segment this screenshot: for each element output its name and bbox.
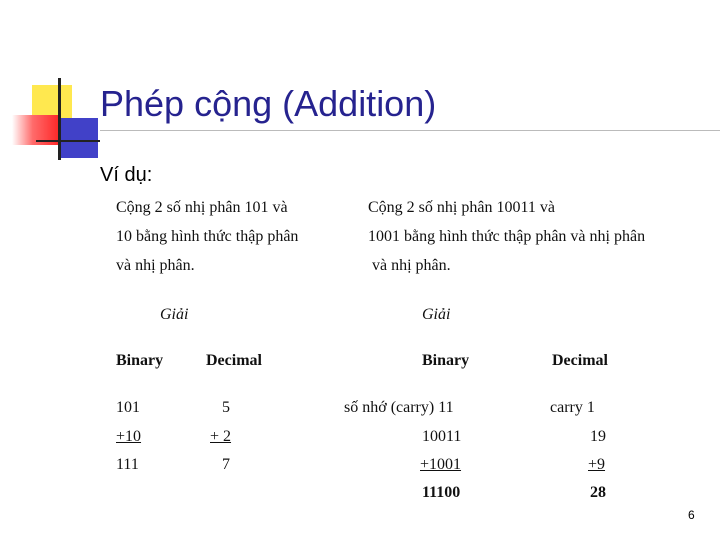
title-divider: [100, 130, 720, 131]
left-solution-label: Giải: [160, 306, 189, 323]
left-binary-row-2: +10: [116, 428, 142, 445]
right-binary-result: 11100: [422, 484, 461, 501]
right-prompt-line-1: Cộng 2 số nhị phân 10011 và: [368, 199, 555, 216]
right-prompt-line-2: 1001 bằng hình thức thập phân và nhị phân: [368, 228, 646, 245]
decor-vertical-line: [58, 78, 61, 160]
right-solution-label: Giải: [422, 306, 451, 323]
left-decimal-row-2: + 2: [210, 428, 232, 445]
right-header-decimal: Decimal: [552, 352, 608, 369]
example-label: Ví dụ:: [100, 164, 153, 186]
page-number: 6: [688, 508, 695, 522]
left-decimal-row-3: 7: [222, 456, 230, 473]
decor-square-blue: [58, 118, 98, 158]
left-prompt-line-2: 10 bằng hình thức thập phân: [116, 228, 299, 245]
left-header-binary: Binary: [116, 352, 164, 369]
right-decimal-row-1: 19: [590, 428, 606, 445]
left-prompt-line-1: Cộng 2 số nhị phân 101 và: [116, 199, 288, 216]
left-header-decimal: Decimal: [206, 352, 262, 369]
left-binary-row-1: 101: [116, 399, 140, 416]
right-decimal-row-2: +9: [588, 456, 606, 473]
right-binary-row-1: 10011: [422, 428, 462, 445]
left-binary-row-3: 111: [116, 456, 139, 473]
left-decimal-row-1: 5: [222, 399, 230, 416]
left-prompt-line-3: và nhị phân.: [116, 257, 195, 274]
right-header-binary: Binary: [422, 352, 470, 369]
right-prompt-line-3: và nhị phân.: [372, 257, 451, 274]
decor-horizontal-line: [36, 140, 100, 142]
right-binary-carry: số nhớ (carry) 11: [344, 399, 454, 416]
right-decimal-result: 28: [590, 484, 606, 501]
right-decimal-carry: carry 1: [550, 399, 595, 416]
slide-title: Phép cộng (Addition): [100, 83, 437, 124]
right-binary-row-2: +1001: [420, 456, 462, 473]
